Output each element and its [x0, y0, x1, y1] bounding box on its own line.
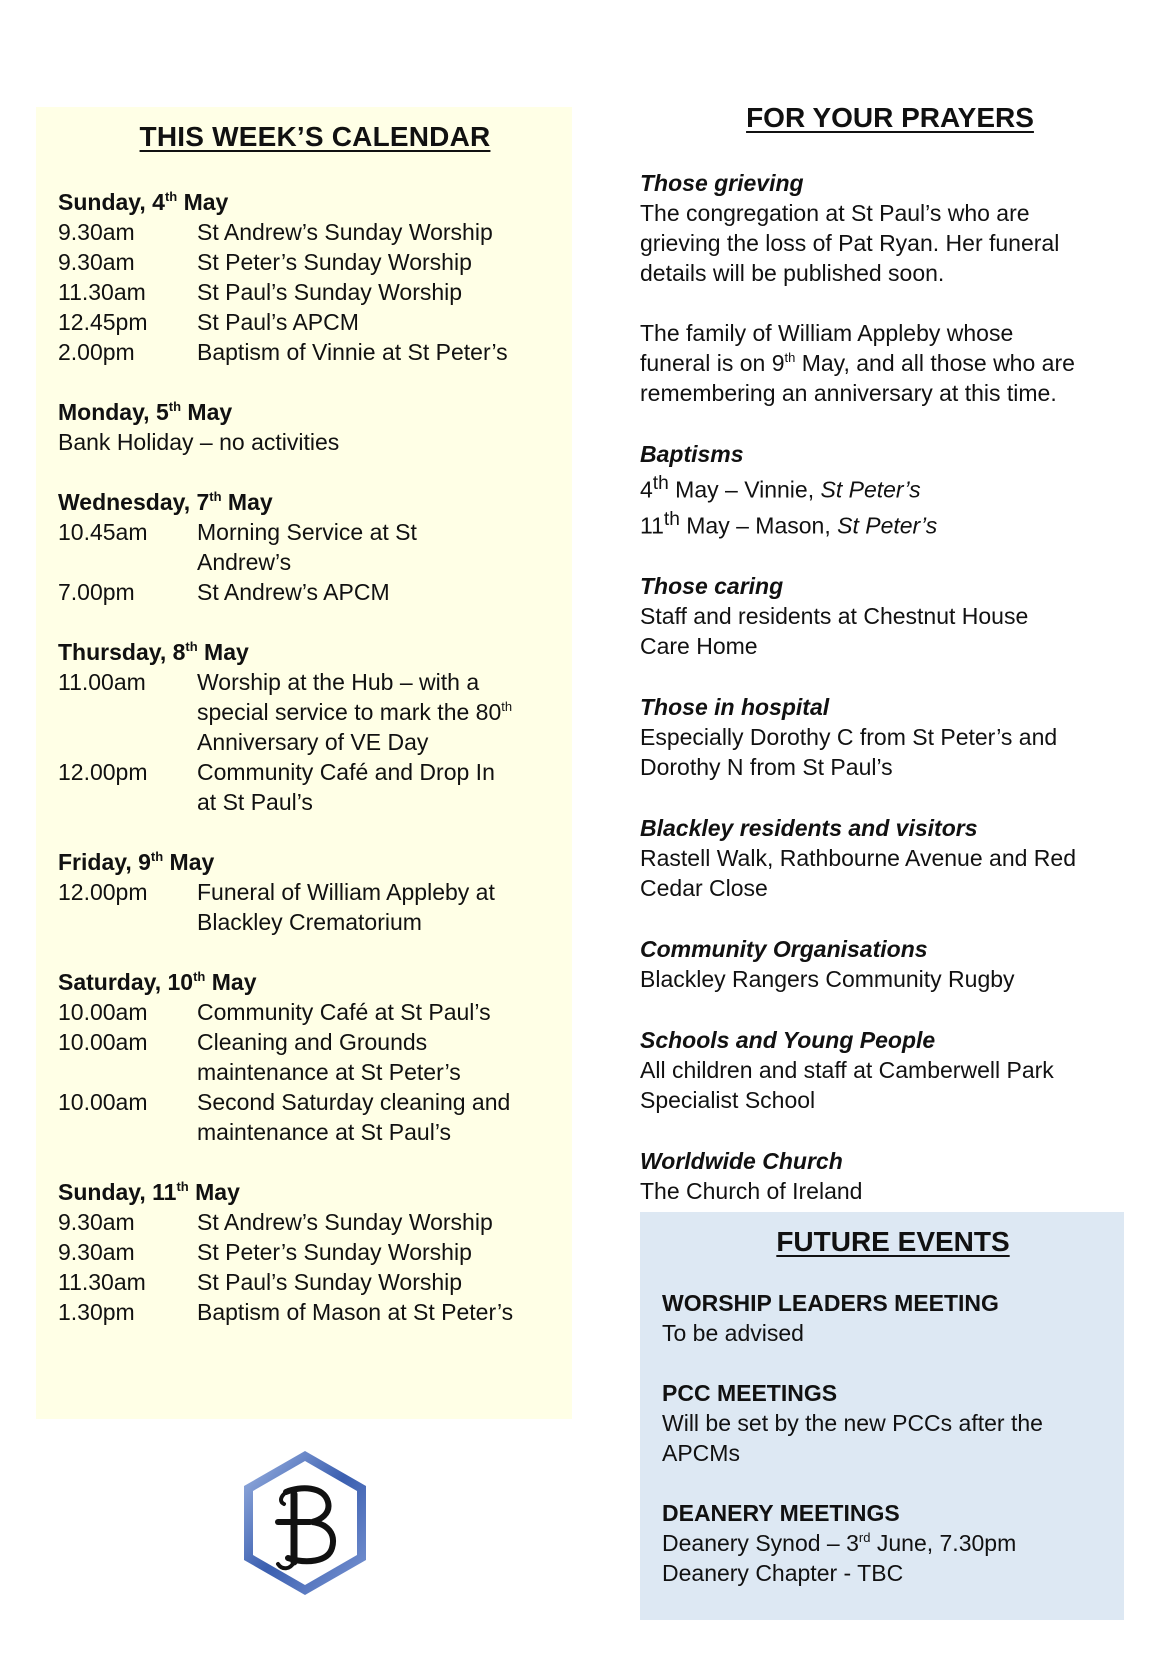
event-time: 12.00pm	[58, 759, 148, 785]
calendar-day	[58, 637, 572, 817]
event-time: 10.00am	[58, 999, 148, 1025]
event-title: Baptism of Vinnie at St Peter’s	[197, 339, 508, 365]
future-event-text: To be advised	[662, 1320, 804, 1346]
calendar-event	[58, 1237, 572, 1267]
day-heading: Wednesday, 7th May	[58, 489, 273, 515]
day-heading: Monday, 5th May	[58, 399, 233, 425]
future-events-panel	[640, 1212, 1124, 1620]
calendar-event	[58, 997, 572, 1027]
future-event	[662, 1378, 1124, 1468]
event-title: Community Café and Drop In at St Paul’s	[197, 759, 495, 815]
prayer-section	[640, 1146, 1140, 1206]
event-time: 11.30am	[58, 279, 146, 305]
event-time: 2.00pm	[58, 339, 135, 365]
prayer-text: Blackley Rangers Community Rugby	[640, 966, 1015, 993]
prayer-section	[640, 934, 1140, 994]
day-heading: Saturday, 10th May	[58, 969, 257, 995]
event-time: 11.00am	[58, 669, 146, 695]
event-title: St Paul’s Sunday Worship	[197, 1269, 463, 1295]
event-time: 1.30pm	[58, 1299, 135, 1325]
day-heading: Friday, 9th May	[58, 849, 215, 875]
prayer-sections	[640, 168, 1140, 1206]
calendar-event	[58, 1267, 572, 1297]
future-event	[662, 1288, 1124, 1348]
calendar-event	[58, 1087, 572, 1147]
prayers-title: FOR YOUR PRAYERS	[746, 102, 1034, 133]
event-time: 12.45pm	[58, 309, 148, 335]
parish-logo	[240, 1448, 370, 1598]
day-heading: Thursday, 8th May	[58, 639, 249, 665]
parish-b-cross-logo-icon	[240, 1448, 370, 1598]
event-time: 10.45am	[58, 519, 148, 545]
future-event	[662, 1498, 1124, 1588]
prayer-text: Especially Dorothy C from St Peter’s and Dorothy N from St Paul’s	[640, 724, 1058, 781]
event-title: St Andrew’s APCM	[197, 579, 390, 605]
prayer-section-baptisms	[640, 439, 1140, 540]
calendar-day	[58, 187, 572, 367]
event-time: 9.30am	[58, 249, 135, 275]
prayer-section	[640, 813, 1140, 903]
future-event-text: Deanery Chapter - TBC	[662, 1560, 904, 1586]
prayer-section	[640, 1025, 1140, 1115]
baptism-item: 11th May – Mason, St Peter’s	[640, 508, 938, 539]
prayer-text: Staff and residents at Chestnut House Care Home	[640, 603, 1029, 660]
calendar-event	[58, 1207, 572, 1237]
calendar-day	[58, 397, 572, 457]
event-title: Baptism of Mason at St Peter’s	[197, 1299, 514, 1325]
calendar-event	[58, 307, 572, 337]
prayer-section	[640, 571, 1140, 661]
calendar-title: THIS WEEK’S CALENDAR	[139, 121, 491, 152]
calendar-event	[58, 577, 572, 607]
event-time: 9.30am	[58, 1209, 135, 1235]
calendar-event	[58, 757, 572, 817]
prayer-heading: Those in hospital	[640, 694, 830, 721]
calendar-event	[58, 667, 572, 757]
calendar-days	[58, 187, 572, 1327]
event-time: 7.00pm	[58, 579, 135, 605]
event-title: St Paul’s Sunday Worship	[197, 279, 463, 305]
prayer-section	[640, 692, 1140, 782]
event-title: St Andrew’s Sunday Worship	[197, 1209, 493, 1235]
prayers-column	[640, 102, 1140, 1237]
event-time: 11.30am	[58, 1269, 146, 1295]
baptism-item: 4th May – Vinnie, St Peter’s	[640, 473, 921, 503]
calendar-event	[58, 337, 572, 367]
future-event-heading: PCC MEETINGS	[662, 1380, 838, 1406]
calendar-event	[58, 1297, 572, 1327]
calendar-event	[58, 877, 572, 937]
event-title: Worship at the Hub – with a special service to mark the 80th Anniversary of VE Day	[197, 669, 513, 755]
day-heading: Sunday, 4th May	[58, 189, 229, 215]
calendar-event	[58, 247, 572, 277]
day-heading: Sunday, 11th May	[58, 1179, 240, 1205]
prayer-heading: Those caring	[640, 573, 784, 600]
event-title: Morning Service at St Andrew’s	[197, 519, 417, 575]
prayer-heading: Community Organisations	[640, 936, 928, 963]
event-time: 9.30am	[58, 1239, 135, 1265]
calendar-event	[58, 517, 572, 577]
event-title: Second Saturday cleaning and maintenance at St Paul’s	[197, 1089, 511, 1145]
future-event-heading: WORSHIP LEADERS MEETING	[662, 1290, 999, 1316]
future-events-list	[662, 1288, 1124, 1588]
prayer-heading: Worldwide Church	[640, 1148, 843, 1175]
calendar-event	[58, 277, 572, 307]
prayer-text: All children and staff at Camberwell Park Specialist School	[640, 1057, 1054, 1114]
future-events-title: FUTURE EVENTS	[776, 1226, 1010, 1257]
calendar-day	[58, 967, 572, 1147]
prayer-text: The family of William Appleby whose funeral is on 9th May, and all those who are remembering an anniversary at this time.	[640, 320, 1075, 406]
day-note: Bank Holiday – no activities	[58, 429, 340, 455]
event-time: 10.00am	[58, 1029, 148, 1055]
prayer-section-grieving	[640, 168, 1140, 408]
calendar-event	[58, 217, 572, 247]
prayer-heading: Blackley residents and visitors	[640, 815, 978, 842]
future-event-text: Deanery Synod – 3rd June, 7.30pm	[662, 1530, 1017, 1556]
calendar-day	[58, 1177, 572, 1327]
event-title: St Andrew’s Sunday Worship	[197, 219, 493, 245]
event-title: St Peter’s Sunday Worship	[197, 249, 472, 275]
prayer-text: The Church of Ireland	[640, 1178, 863, 1205]
future-event-heading: DEANERY MEETINGS	[662, 1500, 900, 1526]
event-time: 10.00am	[58, 1089, 148, 1115]
prayer-text: Rastell Walk, Rathbourne Avenue and Red Cedar Close	[640, 845, 1076, 902]
event-title: St Peter’s Sunday Worship	[197, 1239, 472, 1265]
prayer-heading: Baptisms	[640, 441, 744, 467]
calendar-day	[58, 487, 572, 607]
calendar-day	[58, 847, 572, 937]
future-event-text: Will be set by the new PCCs after the APCMs	[662, 1410, 1043, 1466]
calendar-panel	[36, 107, 572, 1419]
event-title: Community Café at St Paul’s	[197, 999, 491, 1025]
calendar-event	[58, 1027, 572, 1087]
event-title: Cleaning and Grounds maintenance at St Peter’s	[197, 1029, 461, 1085]
prayer-text: The congregation at St Paul’s who are grieving the loss of Pat Ryan. Her funeral details will be published soon.	[640, 200, 1060, 286]
event-title: Funeral of William Appleby at Blackley Crematorium	[197, 879, 495, 935]
prayer-heading: Schools and Young People	[640, 1027, 936, 1054]
event-title: St Paul’s APCM	[197, 309, 359, 335]
event-time: 9.30am	[58, 219, 135, 245]
prayer-heading: Those grieving	[640, 170, 804, 196]
event-time: 12.00pm	[58, 879, 148, 905]
